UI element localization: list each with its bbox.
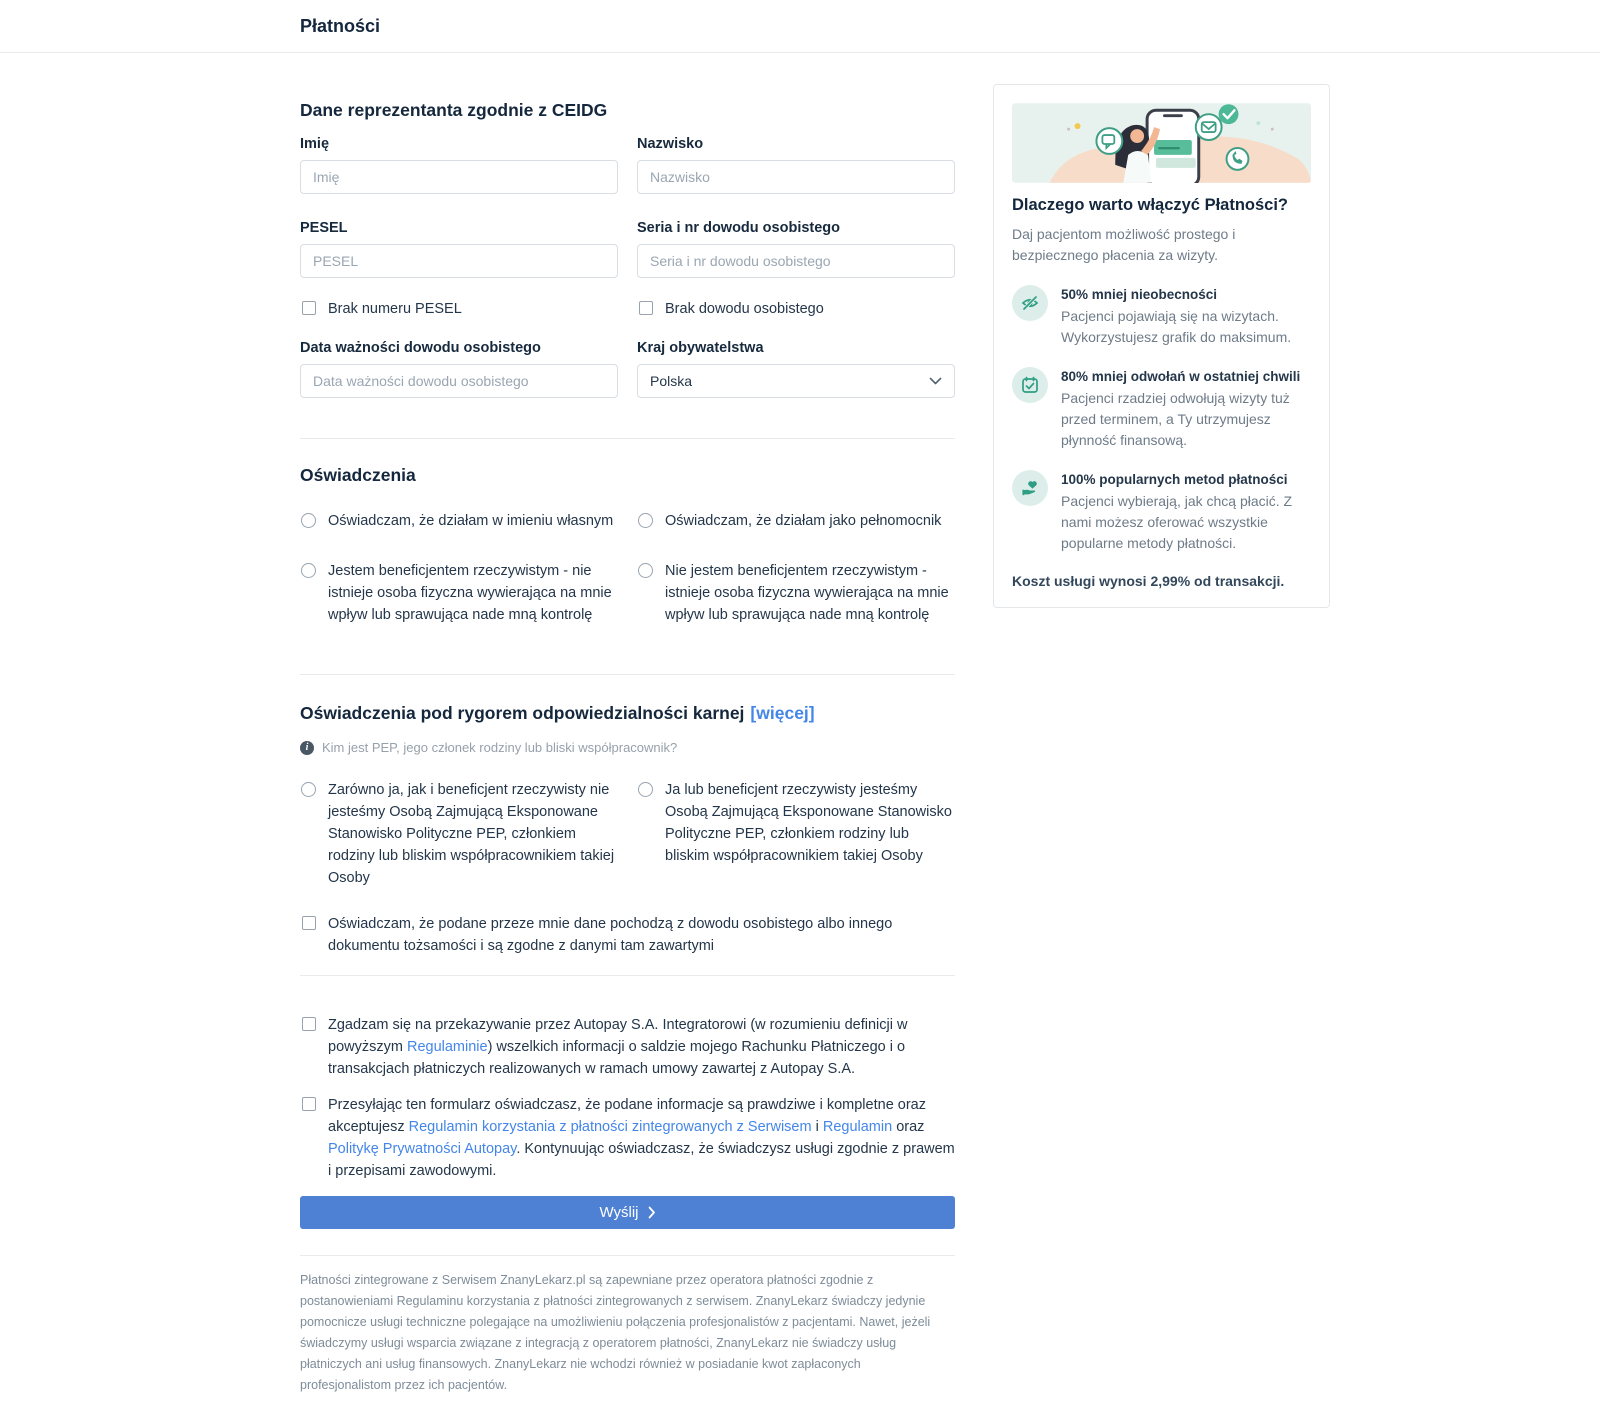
main-content	[0, 53, 1600, 1410]
no-id-label: Brak dowodu osobistego	[665, 301, 824, 317]
radio-button[interactable]	[301, 782, 316, 797]
radio-own-behalf[interactable]	[300, 510, 618, 532]
radio-button[interactable]	[638, 782, 653, 797]
radio-not-pep[interactable]	[300, 779, 618, 889]
terms-consent-text	[328, 1094, 955, 1182]
terms-consent-row[interactable]	[300, 1094, 955, 1182]
benefit-text	[1061, 367, 1311, 451]
pesel-field-group	[300, 220, 618, 278]
radio-beneficial-owner-yes-label: Jestem beneficjentem rzeczywistym - nie istnieje osoba fizyczna wywierająca na mnie wpływ lub sprawująca nade mną kontrolę	[328, 563, 612, 623]
radio-own-behalf-label: Oświadczam, że działam w imieniu własnym	[328, 513, 614, 529]
benefit-title: 100% popularnych metod płatności	[1061, 472, 1288, 487]
info-sidebar	[993, 84, 1330, 608]
radio-beneficial-owner-no-label: Nie jestem beneficjentem rzeczywistym - istnieje osoba fizyczna wywierająca na mnie wpływ lub sprawująca nade mną kontrolę	[665, 563, 949, 623]
data-from-id-label: Oświadczam, że podane przeze mnie dane pochodzą z dowodu osobistego albo innego dokumentu tożsamości i są zgodne z danymi tam zawartymi	[328, 916, 893, 954]
radio-not-pep-label: Zarówno ja, jak i beneficjent rzeczywisty nie jesteśmy Osobą Zajmującą Eksponowane Stanowisko Polityczne PEP, członkiem rodziny lub bliskim współpracownikiem takiej Osoby	[328, 782, 615, 886]
terms-link[interactable]: Regulamin	[822, 1119, 893, 1135]
autopay-balance-consent-text	[328, 1014, 955, 1080]
card-title: Dlaczego warto włączyć Płatności?	[1012, 196, 1289, 214]
radio-button[interactable]	[301, 513, 316, 528]
radio-is-pep-label: Ja lub beneficjent rzeczywisty jesteśmy Osobą Zajmującą Eksponowane Stanowisko Polityczne PEP, członkiem rodziny lub bliskim współpracownikiem takiej Osoby	[665, 782, 952, 864]
first-name-label: Imię	[300, 136, 330, 152]
why-payments-card	[993, 84, 1330, 608]
no-pesel-checkbox-row[interactable]	[300, 298, 618, 320]
consent2-text-1: Przesyłając ten formularz oświadczasz, że podane informacje są prawdziwe i kompletne oraz akceptujesz	[328, 1097, 926, 1135]
pep-info-row[interactable]	[300, 740, 955, 755]
benefit-cancellations	[1012, 367, 1311, 451]
divider	[300, 1255, 955, 1256]
last-name-field-group	[637, 136, 955, 194]
citizenship-selected-value: Polska	[650, 373, 693, 389]
page-title: Płatności	[300, 15, 381, 36]
eye-off-icon	[1012, 285, 1048, 321]
divider	[300, 975, 955, 976]
payments-terms-link[interactable]: Regulamin korzystania z płatności zintegrowanych z Serwisem	[408, 1119, 812, 1135]
info-icon: i	[300, 741, 314, 755]
benefit-payment-methods	[1012, 470, 1311, 554]
benefit-no-shows	[1012, 285, 1311, 348]
benefit-text	[1061, 285, 1311, 348]
radio-button[interactable]	[301, 563, 316, 578]
page-header	[0, 0, 1600, 53]
autopay-balance-consent-checkbox[interactable]	[302, 1017, 316, 1031]
pep-info-text: Kim jest PEP, jego członek rodziny lub bliski współpracownik?	[322, 740, 678, 755]
representative-fields-grid	[300, 136, 955, 424]
first-name-field-group	[300, 136, 618, 194]
benefit-title: 80% mniej odwołań w ostatniej chwili	[1061, 369, 1301, 384]
divider	[300, 674, 955, 675]
submit-button[interactable]	[300, 1196, 955, 1229]
data-from-id-checkbox-row[interactable]	[300, 913, 955, 957]
pep-radio-grid	[300, 779, 955, 889]
autopay-balance-consent-row[interactable]	[300, 1014, 955, 1080]
divider	[300, 438, 955, 439]
radio-proxy[interactable]	[637, 510, 955, 532]
citizenship-label: Kraj obywatelstwa	[637, 340, 764, 356]
privacy-policy-link[interactable]: Politykę Prywatności Autopay	[328, 1141, 517, 1157]
benefit-desc: Pacjenci pojawiają się na wizytach. Wykorzystujesz grafik do maksimum.	[1061, 308, 1292, 345]
benefit-title: 50% mniej nieobecności	[1061, 287, 1218, 302]
radio-beneficial-owner-no[interactable]	[637, 560, 955, 626]
pesel-label: PESEL	[300, 220, 348, 236]
last-name-label: Nazwisko	[637, 136, 704, 152]
service-cost-note: Koszt usługi wynosi 2,99% od transakcji.	[1012, 573, 1285, 589]
consent2-text-3: oraz	[892, 1119, 925, 1135]
section-title-declarations: Oświadczenia	[300, 465, 416, 485]
no-id-checkbox[interactable]	[639, 301, 653, 315]
declarations-radio-grid	[300, 510, 955, 626]
calendar-check-icon	[1012, 367, 1048, 403]
terms-consent-checkbox[interactable]	[302, 1097, 316, 1111]
no-id-checkbox-row[interactable]	[637, 298, 955, 320]
regulamin-link[interactable]: Regulaminie	[406, 1039, 488, 1055]
radio-proxy-label: Oświadczam, że działam jako pełnomocnik	[665, 513, 942, 529]
hand-heart-icon	[1012, 470, 1048, 506]
benefit-desc: Pacjenci wybierają, jak chcą płacić. Z nami możesz oferować wszystkie popularne metody płatności.	[1061, 493, 1293, 551]
card-subtitle: Daj pacjentom możliwość prostego i bezpiecznego płacenia za wizyty.	[1012, 226, 1236, 263]
chevron-down-icon	[929, 377, 942, 386]
consent1-text-2: ) wszelkich informacji o saldzie mojego Rachunku Płatniczego i o transakcjach płatniczych realizowanych w ramach umowy zawartej z Autopay S.A.	[328, 1039, 906, 1077]
citizenship-select[interactable]	[637, 364, 955, 398]
id-number-field-group	[637, 220, 955, 278]
more-link[interactable]: [więcej]	[750, 703, 815, 723]
id-expiry-label: Data ważności dowodu osobistego	[300, 340, 541, 356]
no-pesel-label: Brak numeru PESEL	[328, 301, 462, 317]
radio-beneficial-owner-yes[interactable]	[300, 560, 618, 626]
legal-disclaimer: Płatności zintegrowane z Serwisem ZnanyLekarz.pl są zapewniane przez operatora płatności zgodnie z postanowieniami Regulaminu korzystania z płatności zintegrowanych z serwisem. ZnanyLekarz świadczy jedynie pomocnicze usługi techniczne polegające na umożliwieniu połączenia profesjonalistów z pacjentami. Nawet, jeżeli świadczymy usługi wsparcia związane z integracją z operatorem płatności, ZnanyLekarz nie świadczy usług płatniczych ani usług finansowych. ZnanyLekarz nie wchodzi również w posiadanie kwot zapłaconych profesjonalistom przez ich pacjentów.	[300, 1273, 931, 1392]
no-pesel-checkbox[interactable]	[302, 301, 316, 315]
citizenship-field-group	[637, 340, 955, 398]
id-expiry-field-group	[300, 340, 618, 398]
section-title-pep: Oświadczenia pod rygorem odpowiedzialności karnej	[300, 703, 745, 723]
consent2-text-2: i	[811, 1119, 823, 1135]
id-number-label: Seria i nr dowodu osobistego	[637, 220, 841, 236]
benefit-desc: Pacjenci rzadziej odwołują wizyty tuż przed terminem, a Ty utrzymujesz płynność finansową.	[1061, 390, 1290, 448]
chevron-right-icon	[648, 1206, 656, 1219]
section-title-representative: Dane reprezentanta zgodnie z CEIDG	[300, 100, 608, 120]
section-title-pep-row	[300, 703, 955, 724]
radio-button[interactable]	[638, 563, 653, 578]
pesel-input[interactable]	[300, 244, 618, 278]
last-name-input[interactable]	[637, 160, 955, 194]
data-from-id-checkbox[interactable]	[302, 916, 316, 930]
consent1-text-1: Zgadzam się na przekazywanie przez Autopay S.A. Integratorowi (w rozumieniu definicji w powyższym	[328, 1017, 908, 1055]
benefit-text	[1061, 470, 1311, 554]
radio-is-pep[interactable]	[637, 779, 955, 889]
radio-button[interactable]	[638, 513, 653, 528]
consent2-text-4: . Kontynuując oświadczasz, że świadczysz usługi zgodnie z prawem i przepisami zawodowymi.	[328, 1141, 955, 1179]
submit-button-label: Wyślij	[599, 1204, 639, 1221]
id-number-input[interactable]	[637, 244, 955, 278]
payments-illustration	[1012, 103, 1311, 183]
id-expiry-input[interactable]	[300, 364, 618, 398]
first-name-input[interactable]	[300, 160, 618, 194]
payments-form	[300, 100, 955, 1410]
